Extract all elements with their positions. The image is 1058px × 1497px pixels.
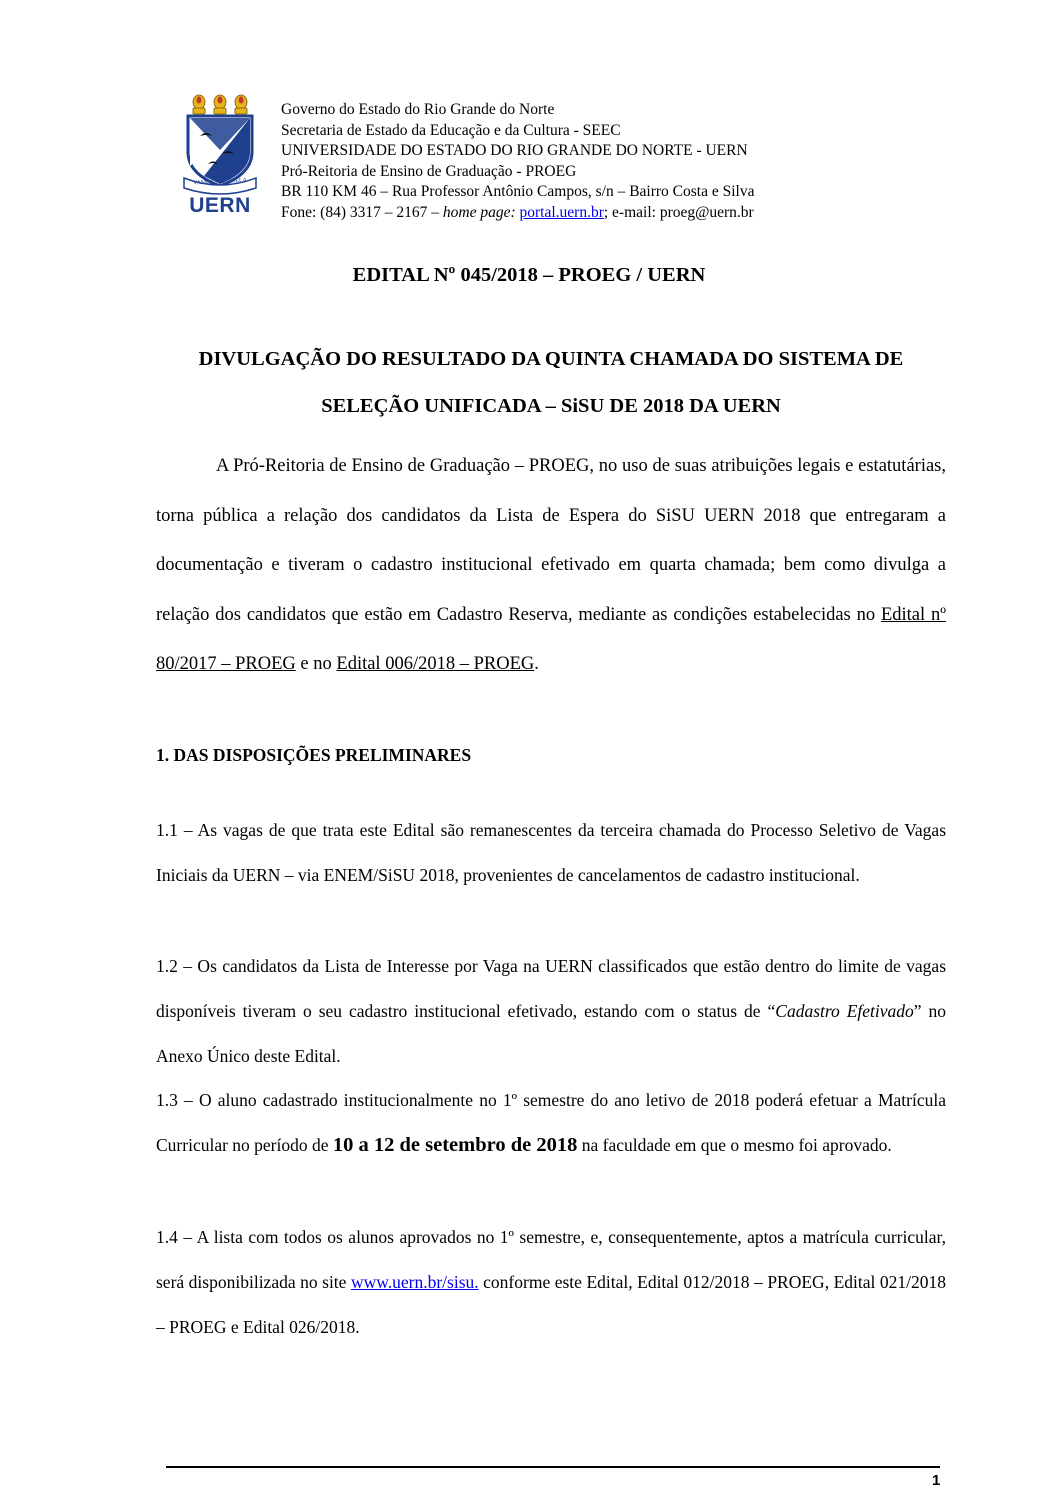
homepage-link[interactable]: portal.uern.br (519, 203, 604, 221)
status-cadastro-efetivado: Cadastro Efetivado (775, 1001, 914, 1021)
item-text: 1.3 – O aluno cadastrado institucionalmente no 1º semestre do ano letivo de 2018 poderá efetuar a Matrícula Curricular no período de (156, 1090, 946, 1155)
item-1-2 (156, 944, 946, 1079)
enrollment-period: 10 a 12 de setembro de 2018 (332, 1134, 578, 1156)
page-number: 1 (932, 1472, 941, 1489)
intro-paragraph (156, 442, 946, 690)
edital-006-2018-link[interactable]: Edital 006/2018 – PROEG (336, 654, 535, 674)
item-text: 1.2 – Os candidatos da Lista de Interesse por Vaga na UERN classificados que estão dentro do limite de vagas disponíveis tiveram o seu cadastro institucional efetivado, estando com o status de “ (156, 956, 946, 1021)
logo-motto: VAMOS A ESTRELA (192, 177, 248, 187)
contact-email: ; e-mail: proeg@uern.br (603, 203, 754, 221)
intro-text: A Pró-Reitoria de Ensino de Graduação – PROEG, no uso de suas atribuições legais e estatutárias, torna pública a relação dos candidatos da Lista de Espera do SiSU UERN 2018 que entregaram a documentação e tiveram o cadastro institucional efetivado em quarta chamada; bem como divulga a relação dos candidatos que estão em Cadastro Reserva, mediante as condições estabelecidas no (156, 456, 946, 625)
footer-divider (166, 1466, 940, 1468)
letterhead-line: BR 110 KM 46 – Rua Professor Antônio Campos, s/n – Bairro Costa e Silva (281, 183, 755, 201)
item-text: ” no Anexo Único deste Edital. (156, 1001, 946, 1066)
intro-text: . (534, 654, 539, 674)
logo-wordmark: UERN (189, 194, 251, 217)
item-text: 1.4 – A lista com todos os alunos aprovados no 1º semestre, e, consequentemente, aptos a matrícula curricular, será disponibilizada no site (156, 1227, 946, 1292)
item-1-3 (156, 1078, 946, 1168)
letterhead-line: Governo do Estado do Rio Grande do Norte (281, 101, 555, 118)
item-1-1: 1.1 – As vagas de que trata este Edital são remanescentes da terceira chamada do Processo Seletivo de Vagas Iniciais da UERN – via ENEM/SiSU 2018, provenientes de cancelamentos de cadastro institucional. (156, 820, 946, 885)
item-text: conforme este Edital, Edital 012/2018 – PROEG, Edital 021/2018 – PROEG e Edital 026/2018. (156, 1272, 947, 1337)
intro-text: e no (295, 654, 337, 674)
sisu-site-link[interactable]: www.uern.br/sisu. (350, 1272, 479, 1292)
uern-logo (182, 94, 258, 216)
letterhead-line: Pró-Reitoria de Ensino de Graduação - PROEG (281, 162, 577, 180)
document-subtitle: DIVULGAÇÃO DO RESULTADO DA QUINTA CHAMADA DO SISTEMA DE SELEÇÃO UNIFICADA – SiSU DE 2018 DA UERN (198, 348, 904, 417)
homepage-label: home page: (442, 203, 516, 221)
contact-phone: Fone: (84) 3317 – 2167 – (281, 203, 443, 221)
edital-80-2017-link[interactable]: Edital nº 80/2017 – PROEG (156, 604, 946, 674)
item-1-4 (156, 1215, 946, 1350)
letterhead-line: Secretaria de Estado da Educação e da Cultura - SEEC (281, 121, 621, 139)
letterhead-line: UNIVERSIDADE DO ESTADO DO RIO GRANDE DO NORTE - UERN (281, 142, 748, 160)
letterhead (281, 100, 754, 224)
item-text: na faculdade em que o mesmo foi aprovado. (577, 1135, 892, 1155)
document-title: EDITAL Nº 045/2018 – PROEG / UERN (352, 264, 706, 286)
section-heading: 1. DAS DISPOSIÇÕES PRELIMINARES (156, 745, 472, 765)
letterhead-contact-line (281, 203, 754, 224)
